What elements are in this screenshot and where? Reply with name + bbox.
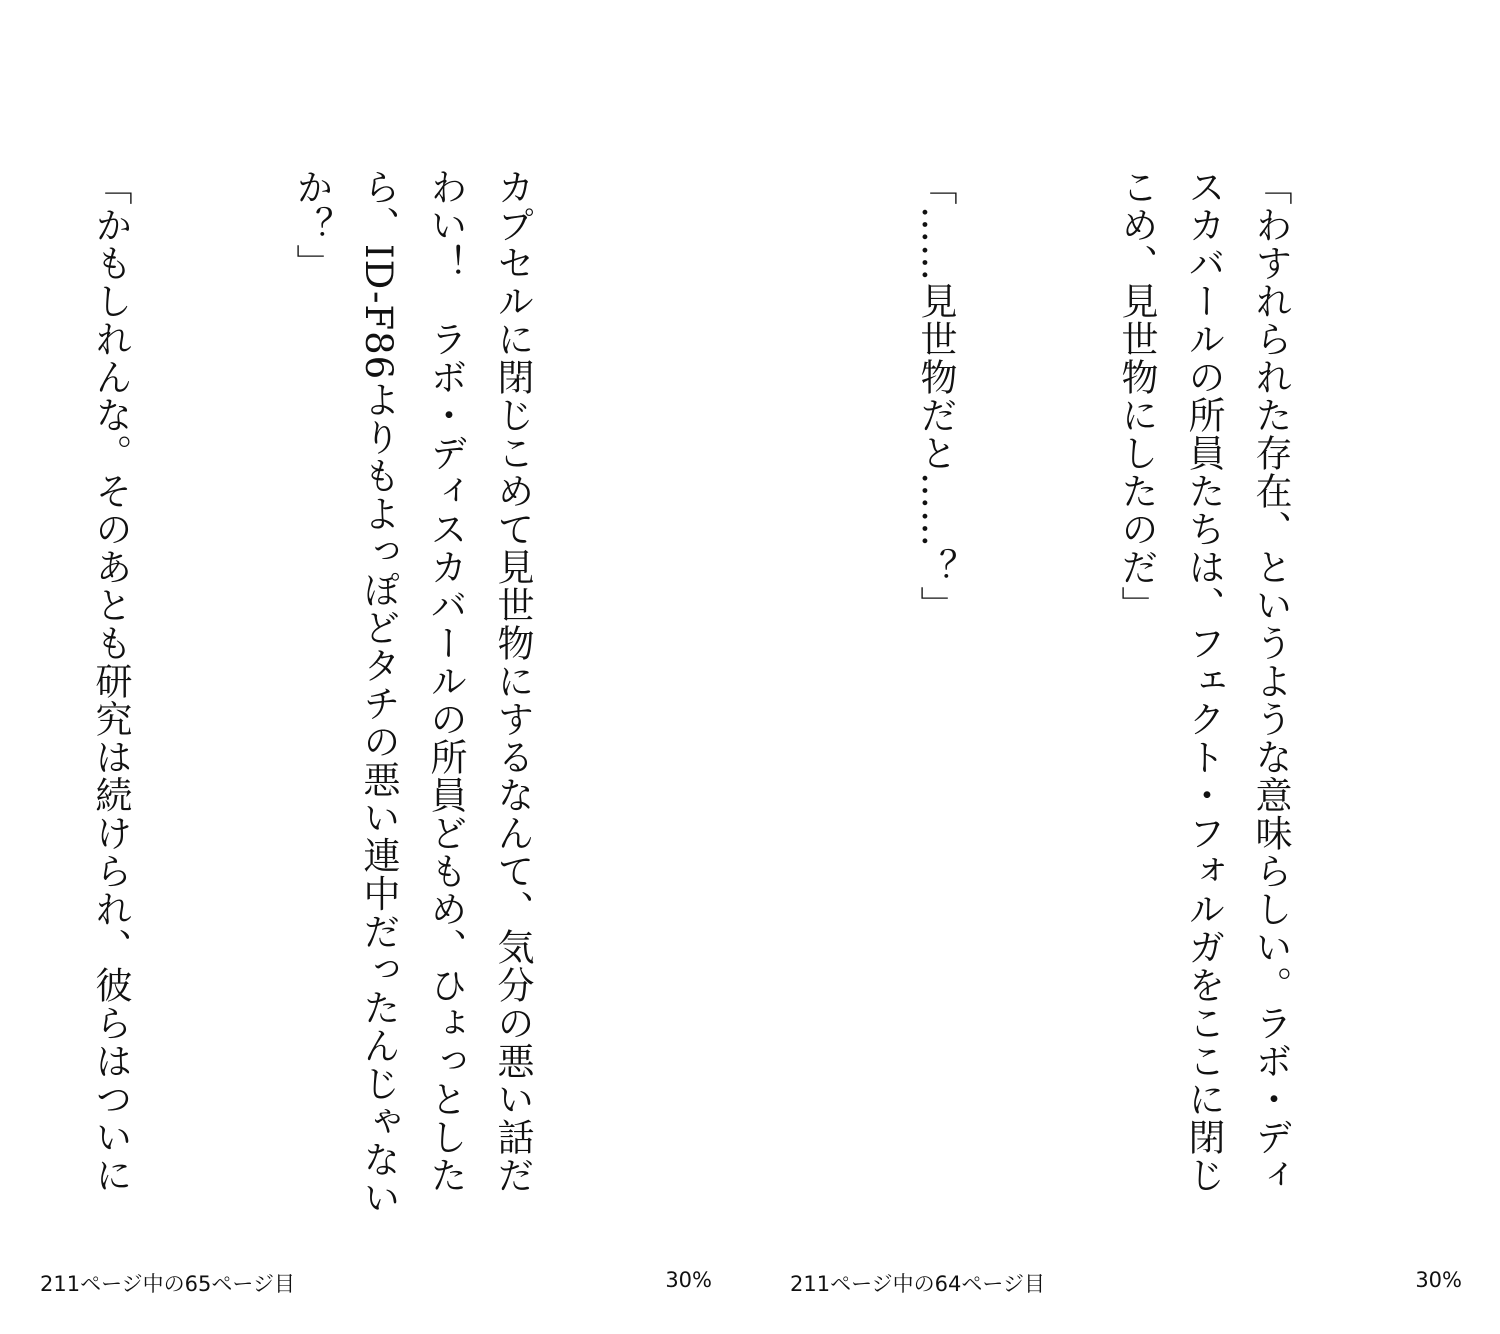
progress-percent: 30% bbox=[1415, 1268, 1462, 1292]
body-text bbox=[80, 168, 680, 1230]
page-footer bbox=[0, 1268, 750, 1296]
progress-percent: 30% bbox=[665, 1268, 712, 1292]
paragraph: カプセルに閉じこめて見世物にするなんて、気分の悪い話だわい！ ラボ・ディスカバールの所員どもめ、ひょっとしたら、ID-F86よりもよっぽどタチの悪い連中だったんじゃないか？」 bbox=[290, 168, 534, 1217]
paragraph: 「かもしれんな。そのあとも研究は続けられ、彼らはついに bbox=[89, 168, 132, 1194]
page-count-label: 211ページ中の64ページ目 bbox=[790, 1272, 1045, 1296]
paragraph: 「……見世物だと……？」 bbox=[914, 168, 957, 624]
body-text bbox=[828, 168, 1438, 1230]
page-footer bbox=[750, 1268, 1500, 1296]
page-count-label: 211ページ中の65ページ目 bbox=[40, 1272, 295, 1296]
right-page[interactable] bbox=[750, 0, 1500, 1334]
paragraph: 「わすれられた存在、というような意味らしい。ラボ・ディスカバールの所員たちは、フェクト・フォルガをここに閉じこめ、見世物にしたのだ」 bbox=[1115, 168, 1292, 1194]
